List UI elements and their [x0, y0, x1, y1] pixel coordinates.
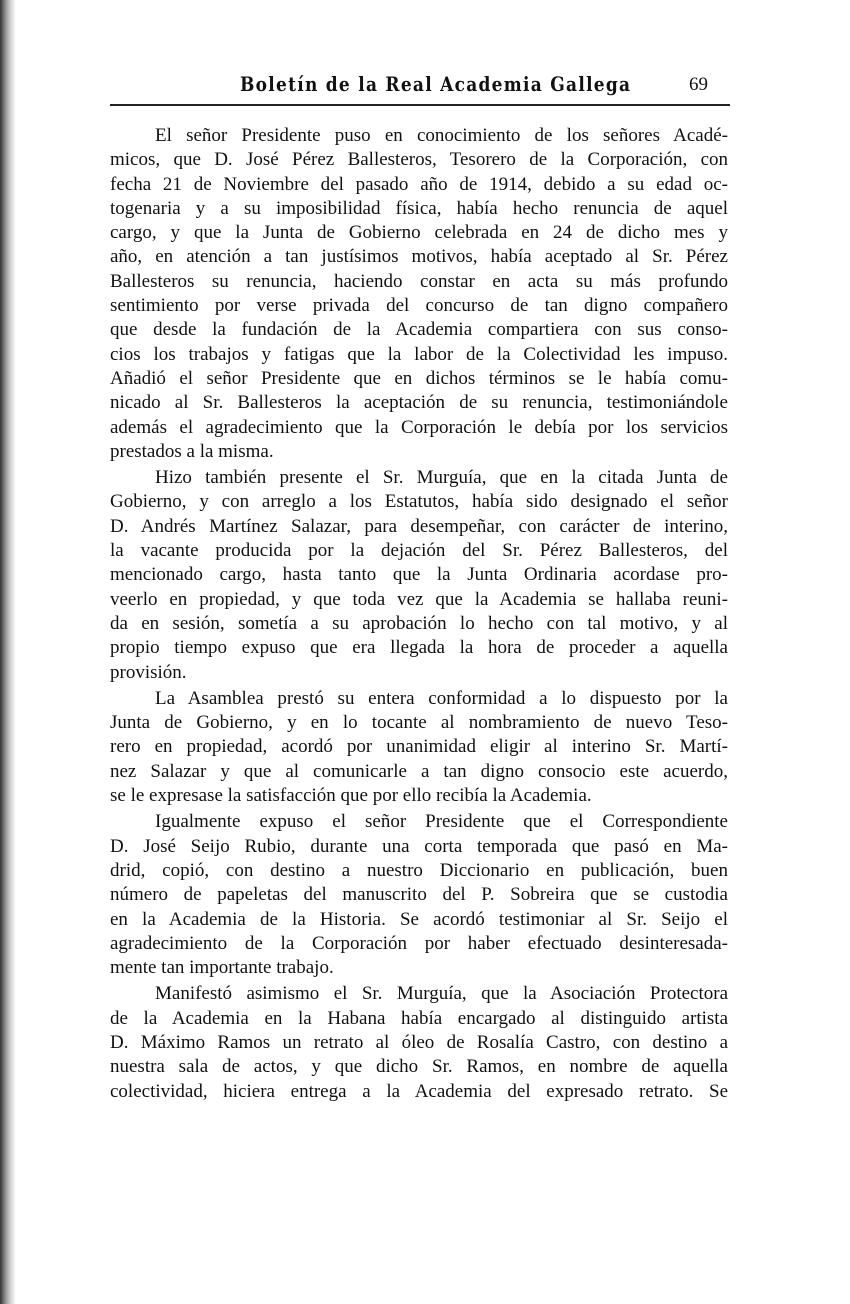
text-line: mente tan importante trabajo.: [110, 957, 334, 979]
text-line: provisión.: [110, 661, 187, 683]
text-line: sentimiento por verse privada del concurso de tan digno compañero: [110, 295, 728, 317]
text-line: Hizo también presente el Sr. Murguía, que en la citada Junta de: [155, 467, 728, 489]
paragraph: [110, 687, 728, 808]
text-line: Igualmente expuso el señor Presidente que el Correspondiente: [155, 811, 728, 833]
text-line: año, en atención a tan justísimos motivos, había aceptado al Sr. Pérez: [110, 246, 728, 268]
text-line: se le expresase la satisfacción que por ello recibía la Academia.: [110, 785, 592, 807]
text-line: prestados a la misma.: [110, 440, 274, 462]
page-number: 69: [689, 74, 708, 95]
paragraph: [110, 810, 728, 980]
text-line: cargo, y que la Junta de Gobierno celebrada en 24 de dicho mes y: [110, 222, 728, 244]
header-rule: [110, 104, 730, 106]
text-line: Gobierno, y con arreglo a los Estatutos, había sido designado el señor: [110, 491, 728, 513]
text-line: El señor Presidente puso en conocimiento de los señores Acadé-: [155, 125, 728, 146]
text-line: además el agradecimiento que la Corporación le debía por los servicios: [110, 416, 728, 438]
running-title: Boletín de la Real Academia Gallega: [240, 72, 632, 96]
text-line: la vacante producida por la dejación del Sr. Pérez Ballesteros, del: [110, 540, 728, 562]
text-line: Manifestó asimismo el Sr. Murguía, que la Asociación Protectora: [155, 983, 728, 1005]
text-line: D. Andrés Martínez Salazar, para desempeñar, con carácter de interino,: [110, 515, 728, 537]
paragraph: [110, 124, 728, 464]
text-line: que desde la fundación de la Academia compartiera con sus conso-: [110, 319, 728, 341]
text-line: D. Máximo Ramos un retrato al óleo de Rosalía Castro, con destino a: [110, 1031, 728, 1053]
text-line: nuestra sala de actos, y que dicho Sr. Ramos, en nombre de aquella: [110, 1056, 728, 1078]
text-line: da en sesión, sometía a su aprobación lo hecho con tal motivo, y al: [110, 612, 728, 634]
text-line: número de papeletas del manuscrito del P. Sobreira que se custodia: [110, 884, 728, 906]
body-text: [110, 124, 728, 1106]
book-binding-edge: [0, 0, 16, 1304]
text-line: propio tiempo expuso que era llegada la hora de proceder a aquella: [110, 637, 728, 659]
text-line: agradecimiento de la Corporación por haber efectuado desinteresada-: [110, 932, 728, 954]
text-line: mencionado cargo, hasta tanto que la Junta Ordinaria acordase pro-: [110, 564, 728, 586]
text-line: fecha 21 de Noviembre del pasado año de 1914, debido a su edad oc-: [110, 173, 728, 195]
text-line: de la Academia en la Habana había encargado al distinguido artista: [110, 1007, 728, 1029]
text-line: veerlo en propiedad, y que toda vez que la Academia se hallaba reuni-: [110, 588, 728, 610]
text-line: drid, copió, con destino a nuestro Diccionario en publicación, buen: [110, 859, 728, 881]
text-line: Junta de Gobierno, y en lo tocante al nombramiento de nuevo Teso-: [110, 712, 728, 734]
text-line: La Asamblea prestó su entera conformidad a lo dispuesto por la: [155, 687, 728, 709]
text-line: rero en propiedad, acordó por unanimidad eligir al interino Sr. Martí-: [110, 736, 728, 758]
text-line: nicado al Sr. Ballesteros la aceptación de su renuncia, testimoniándole: [110, 392, 728, 414]
page-header: [110, 72, 730, 102]
text-line: micos, que D. José Pérez Ballesteros, Tesorero de la Corporación, con: [110, 149, 728, 171]
text-line: togenaria y a su imposibilidad física, había hecho renuncia de aquel: [110, 197, 728, 219]
text-line: cios los trabajos y fatigas que la labor de la Colectividad les impuso.: [110, 343, 728, 365]
text-line: nez Salazar y que al comunicarle a tan digno consocio este acuerdo,: [110, 760, 728, 782]
text-line: Ballesteros su renuncia, haciendo constar en acta su más profundo: [110, 270, 728, 292]
text-line: colectividad, hiciera entrega a la Academia del expresado retrato. Se: [110, 1080, 728, 1102]
text-line: en la Academia de la Historia. Se acordó testimoniar al Sr. Seijo el: [110, 908, 728, 930]
paragraph: [110, 466, 728, 685]
paragraph: [110, 982, 728, 1103]
text-line: Añadió el señor Presidente que en dichos términos se le había comu-: [110, 367, 728, 389]
text-line: D. José Seijo Rubio, durante una corta temporada que pasó en Ma-: [110, 835, 728, 857]
